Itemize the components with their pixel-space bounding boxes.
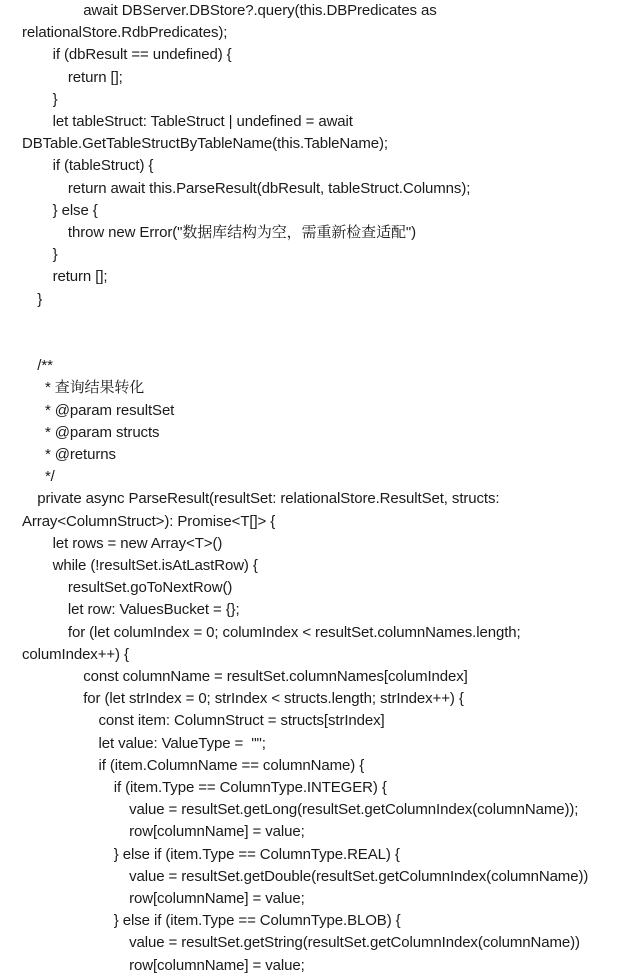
code-line: throw new Error("数据库结构为空，需重新检查适配") xyxy=(67,224,416,241)
code-line: private async ParseResult(resultSet: relationalStore.ResultSet, structs: xyxy=(37,490,500,508)
code-line: const item: ColumnStruct = structs[strIndex] xyxy=(98,712,385,730)
code-line: */ xyxy=(44,468,55,486)
code-line: } xyxy=(52,90,58,108)
code-line: * @param structs xyxy=(44,423,160,441)
code-line: return []; xyxy=(52,268,108,286)
code-line: return await this.ParseResult(dbResult, tableStruct.Columns); xyxy=(67,179,471,197)
code-line: if (item.ColumnName == columnName) { xyxy=(98,756,365,774)
code-line: relationalStore.RdbPredicates); xyxy=(22,24,228,42)
code-line: row[columnName] = value; xyxy=(129,890,305,907)
code-line: while (!resultSet.isAtLastRow) { xyxy=(52,557,258,574)
code-line: * @returns xyxy=(44,446,116,463)
code-line: DBTable.GetTableStructByTableName(this.TableName); xyxy=(22,135,388,153)
code-line: await DBServer.DBStore?.query(this.DBPredicates as xyxy=(83,2,437,19)
code-line: let tableStruct: TableStruct | undefined = await xyxy=(52,113,353,130)
code-line: } else if (item.Type == ColumnType.BLOB) { xyxy=(113,912,401,930)
code-line: /** xyxy=(37,357,53,375)
code-line: Array<ColumnStruct>): Promise<T[]> { xyxy=(22,512,276,530)
code-line: } xyxy=(37,290,43,308)
code-line: const columnName = resultSet.columnNames[columIndex] xyxy=(83,668,468,685)
code-line: if (tableStruct) { xyxy=(52,157,154,175)
code-line: for (let columIndex = 0; columIndex < resultSet.columnNames.length; xyxy=(67,623,521,641)
code-line: for (let strIndex = 0; strIndex < structs.length; strIndex++) { xyxy=(83,690,464,708)
code-line: value = resultSet.getLong(resultSet.getColumnIndex(columnName)); xyxy=(129,801,579,819)
code-line: columIndex++) { xyxy=(22,645,129,663)
code-line: let value: ValueType = ""; xyxy=(98,734,266,752)
code-line: value = resultSet.getString(resultSet.getColumnIndex(columnName)) xyxy=(129,934,580,952)
code-line: if (item.Type == ColumnType.INTEGER) { xyxy=(113,779,387,796)
code-line: row[columnName] = value; xyxy=(129,823,305,841)
code-line: row[columnName] = value; xyxy=(129,956,305,974)
code-line: value = resultSet.getDouble(resultSet.getColumnIndex(columnName)) xyxy=(129,867,589,885)
code-line: let row: ValuesBucket = {}; xyxy=(67,601,240,619)
code-line: } else { xyxy=(52,201,98,219)
code-line: let rows = new Array<T>() xyxy=(52,534,223,552)
code-line: return []; xyxy=(67,68,123,86)
code-line: resultSet.goToNextRow() xyxy=(67,579,233,597)
code-line: } xyxy=(52,246,58,264)
code-line: if (dbResult == undefined) { xyxy=(52,46,232,64)
code-line: * @param resultSet xyxy=(44,401,175,419)
code-line: } else if (item.Type == ColumnType.REAL) { xyxy=(113,845,400,863)
code-line: * 查询结果转化 xyxy=(44,379,145,397)
